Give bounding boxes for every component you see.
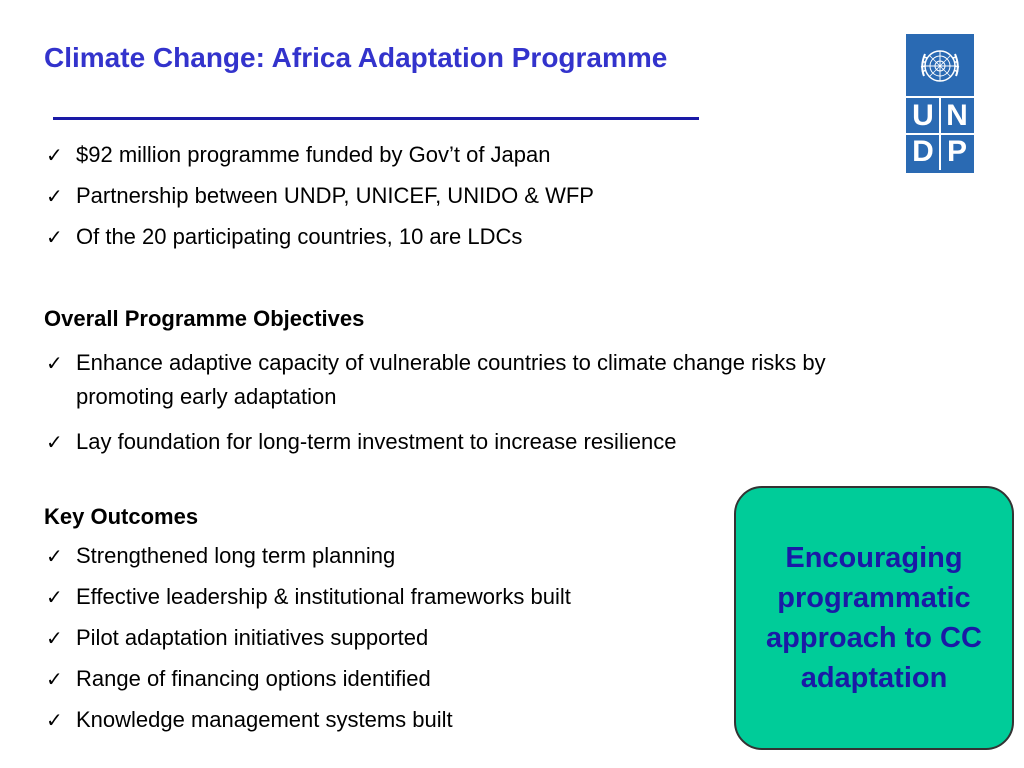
outcomes-list — [44, 543, 571, 733]
checkmark-icon: ✓ — [46, 143, 63, 167]
objectives-list — [44, 346, 864, 455]
list-item: ✓ Range of financing options identified — [46, 666, 431, 691]
undp-logo — [906, 34, 974, 173]
callout-text: Encouraging programmatic approach to CC adaptation — [766, 542, 982, 694]
logo-letter-d: D — [912, 135, 934, 168]
checkmark-icon: ✓ — [46, 708, 63, 732]
outcomes-heading: Key Outcomes — [44, 504, 199, 529]
checkmark-icon: ✓ — [46, 184, 63, 208]
checkmark-icon: ✓ — [46, 351, 63, 375]
checkmark-icon: ✓ — [46, 225, 63, 249]
list-item: ✓ Enhance adaptive capacity of vulnerable countries to climate change risks by promoting early adaptation — [44, 346, 864, 414]
logo-letter-u: U — [912, 99, 934, 132]
un-emblem-icon — [916, 42, 964, 90]
list-item: ✓ Partnership between UNDP, UNICEF, UNIDO & WFP — [46, 183, 594, 208]
callout-box — [734, 486, 1014, 750]
checkmark-icon: ✓ — [46, 585, 63, 609]
list-item: ✓ Strengthened long term planning — [46, 543, 396, 568]
list-item: ✓ Effective leadership & institutional frameworks built — [46, 584, 571, 609]
list-item: ✓ $92 million programme funded by Gov’t of Japan — [46, 142, 551, 167]
logo-letter-n: N — [946, 99, 968, 132]
objectives-heading: Overall Programme Objectives — [44, 306, 365, 331]
list-item: ✓ Lay foundation for long-term investment to increase resilience — [46, 429, 677, 454]
title-underline — [53, 117, 699, 120]
checkmark-icon: ✓ — [46, 544, 63, 568]
list-item: ✓ Of the 20 participating countries, 10 are LDCs — [46, 224, 523, 249]
slide-title: Climate Change: Africa Adaptation Programme — [44, 42, 668, 73]
list-item: ✓ Pilot adaptation initiatives supported — [46, 625, 429, 650]
intro-list — [44, 142, 594, 250]
checkmark-icon: ✓ — [46, 430, 63, 454]
list-item: ✓ Knowledge management systems built — [46, 707, 453, 732]
logo-letter-p: P — [946, 135, 967, 168]
checkmark-icon: ✓ — [46, 667, 63, 691]
checkmark-icon: ✓ — [46, 626, 63, 650]
